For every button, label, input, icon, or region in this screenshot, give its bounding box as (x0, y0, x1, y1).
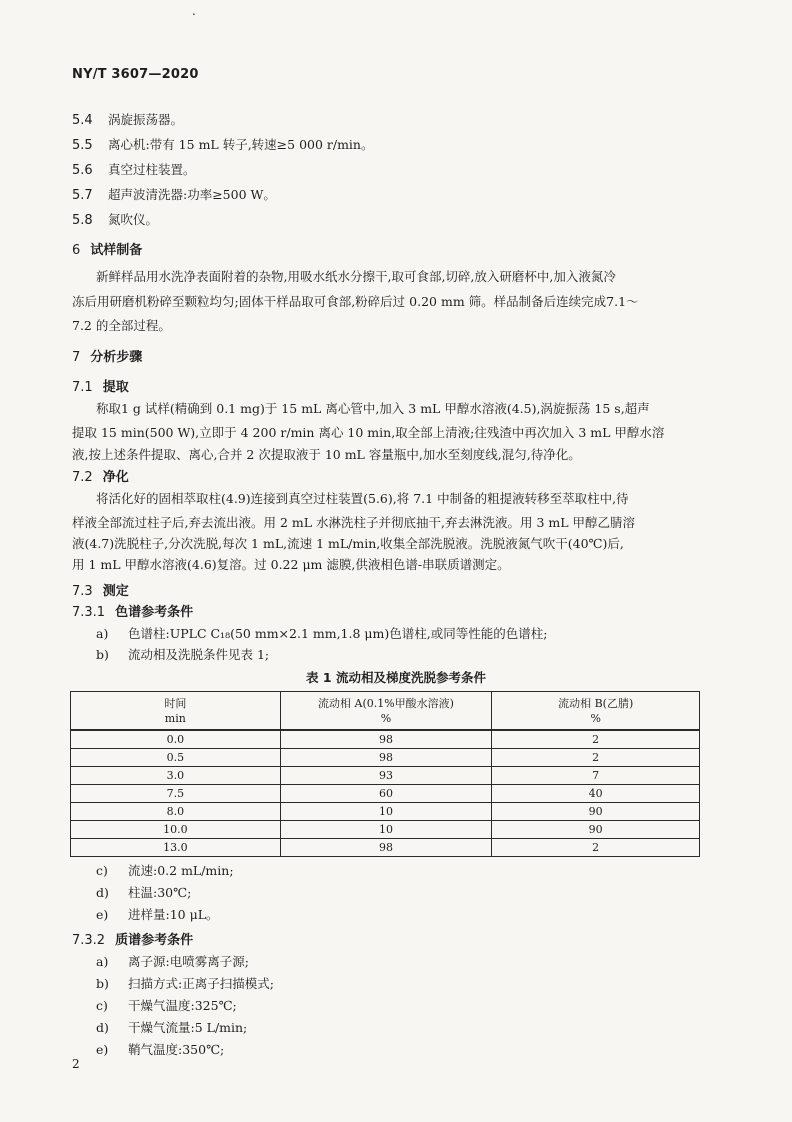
section-7-3-heading: 7.3 测定 (72, 584, 129, 599)
section-7-2-text-line: 用 1 mL 甲醇水溶液(4.6)复溶。过 0.22 μm 滤膜,供液相色谱-串联质谱测定。 (72, 557, 510, 572)
cell-time: 13.0 (71, 839, 281, 857)
cell-time: 8.0 (71, 803, 281, 821)
table-header-row (71, 692, 700, 731)
table-row (71, 785, 700, 803)
section-7-1-heading: 7.1 提取 (72, 380, 129, 395)
list-item: e) 鞘气温度:350℃; (96, 1042, 225, 1057)
list-item: a) 离子源:电喷雾离子源; (96, 954, 249, 969)
page-number: 2 (72, 1057, 80, 1071)
clause-5-7: 5.7 超声波清洗器:功率≥500 W。 (72, 187, 276, 203)
cell-phase-b: 2 (492, 749, 700, 767)
list-item: c) 流速:0.2 mL/min; (96, 863, 234, 878)
gradient-table (70, 691, 700, 857)
cell-time: 0.0 (71, 730, 281, 749)
cell-phase-a: 98 (280, 730, 492, 749)
section-7-2-text-line: 样液全部流过柱子后,弃去流出液。用 2 mL 水淋洗柱子并彻底抽干,弃去淋洗液。用 3 mL 甲醇乙腈溶 (72, 515, 636, 530)
cell-time: 7.5 (71, 785, 281, 803)
list-item: d) 柱温:30℃; (96, 885, 192, 900)
list-item: b) 流动相及洗脱条件见表 1; (96, 647, 270, 662)
table-row (71, 839, 700, 857)
section-6-text-line: 新鲜样品用水洗净表面附着的杂物,用吸水纸水分擦干,取可食部,切碎,放入研磨杯中,加入液氮冷 (96, 269, 616, 284)
section-6-text-line: 7.2 的全部过程。 (72, 318, 171, 333)
standard-code: NY/T 3607—2020 (72, 67, 199, 82)
section-7-3-1-heading: 7.3.1 色谱参考条件 (72, 605, 194, 620)
clause-5-5: 5.5 离心机:带有 15 mL 转子,转速≥5 000 r/min。 (72, 137, 374, 153)
header-time: 时间 min (71, 692, 281, 731)
cell-phase-a: 93 (280, 767, 492, 785)
header-phase-b: 流动相 B(乙腈) % (492, 692, 700, 731)
cell-phase-a: 60 (280, 785, 492, 803)
cell-phase-a: 98 (280, 839, 492, 857)
list-item: b) 扫描方式:正离子扫描模式; (96, 976, 274, 991)
section-6-text-line: 冻后用研磨机粉碎至颗粒均匀;固体干样品取可食部,粉碎后过 0.20 mm 筛。样品制备后连续完成7.1～ (72, 294, 639, 309)
section-6-heading: 6 试样制备 (72, 243, 143, 258)
section-7-2-text-line: 液(4.7)洗脱柱子,分次洗脱,每次 1 mL,流速 1 mL/min,收集全部洗脱液。洗脱液氮气吹干(40℃)后, (72, 536, 624, 551)
section-7-1-text-line: 称取1 g 试样(精确到 0.1 mg)于 15 mL 离心管中,加入 3 mL 甲醇水溶液(4.5),涡旋振荡 15 s,超声 (96, 401, 650, 416)
cell-phase-a: 10 (280, 803, 492, 821)
section-7-2-heading: 7.2 净化 (72, 470, 129, 485)
cell-phase-b: 40 (492, 785, 700, 803)
cell-phase-b: 2 (492, 839, 700, 857)
cell-phase-b: 90 (492, 803, 700, 821)
header-phase-a: 流动相 A(0.1%甲酸水溶液) % (280, 692, 492, 731)
table-row (71, 730, 700, 749)
list-item: c) 干燥气温度:325℃; (96, 998, 237, 1013)
list-item: a) 色谱柱:UPLC C₁₈(50 mm×2.1 mm,1.8 μm)色谱柱,或同等性能的色谱柱; (96, 626, 548, 641)
cell-phase-b: 2 (492, 730, 700, 749)
table-row (71, 749, 700, 767)
table-row (71, 821, 700, 839)
top-mark: . (192, 4, 196, 18)
cell-phase-a: 98 (280, 749, 492, 767)
table-row (71, 803, 700, 821)
cell-phase-b: 90 (492, 821, 700, 839)
section-7-heading: 7 分析步骤 (72, 350, 143, 365)
section-7-1-text-line: 液,按上述条件提取、离心,合并 2 次提取液于 10 mL 容量瓶中,加水至刻度线,混匀,待净化。 (72, 447, 581, 462)
list-item: d) 干燥气流量:5 L/min; (96, 1020, 248, 1035)
table-row (71, 767, 700, 785)
cell-phase-a: 10 (280, 821, 492, 839)
cell-time: 0.5 (71, 749, 281, 767)
section-7-2-text-line: 将活化好的固相萃取柱(4.9)连接到真空过柱装置(5.6),将 7.1 中制备的粗提液转移至萃取柱中,待 (96, 491, 629, 506)
list-item: e) 进样量:10 μL。 (96, 907, 219, 922)
cell-time: 10.0 (71, 821, 281, 839)
section-7-1-text-line: 提取 15 min(500 W),立即于 4 200 r/min 离心 10 min,取全部上清液;往残渣中再次加入 3 mL 甲醇水溶 (72, 425, 665, 440)
table-title: 表 1 流动相及梯度洗脱参考条件 (306, 670, 486, 685)
clause-5-4: 5.4 涡旋振荡器。 (72, 112, 184, 128)
clause-5-8: 5.8 氮吹仪。 (72, 212, 159, 228)
clause-5-6: 5.6 真空过柱装置。 (72, 162, 196, 178)
cell-phase-b: 7 (492, 767, 700, 785)
cell-time: 3.0 (71, 767, 281, 785)
section-7-3-2-heading: 7.3.2 质谱参考条件 (72, 933, 194, 948)
